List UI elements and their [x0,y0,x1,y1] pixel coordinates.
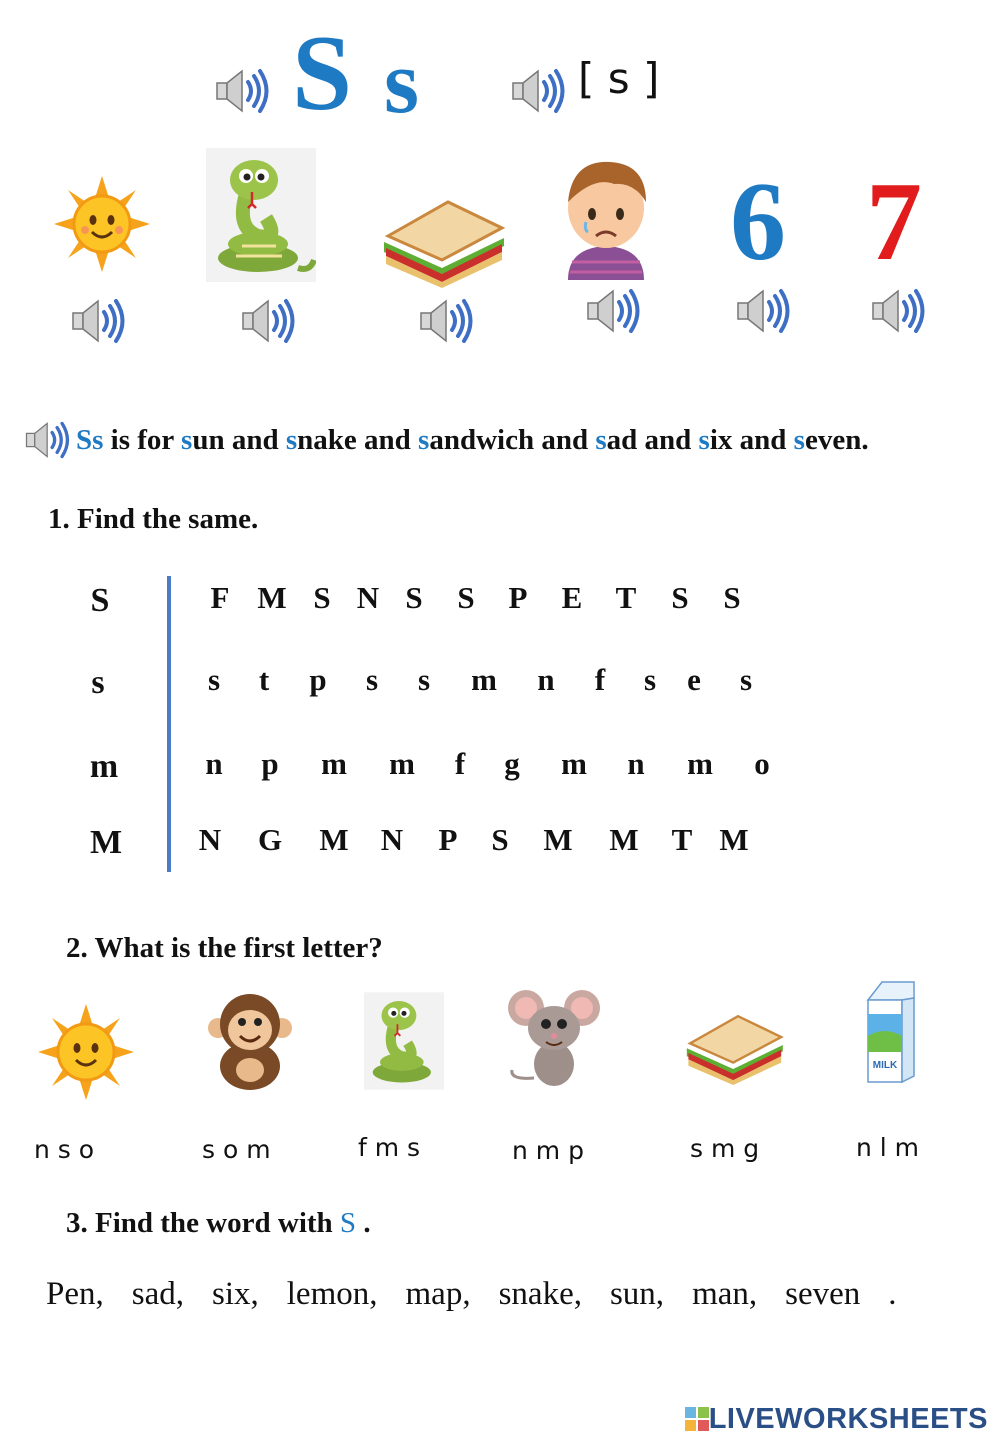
choices-sun[interactable]: n s o [34,1135,95,1164]
word-item[interactable]: lemon, [286,1276,378,1312]
speaker-icon[interactable] [870,286,928,336]
letter-cell[interactable]: s [365,662,379,697]
word-list [46,1276,925,1313]
letter-cell[interactable]: M [257,580,287,615]
row-label: s [91,664,105,701]
speaker-icon[interactable] [735,286,793,336]
letter-cell[interactable]: n [205,746,223,781]
sentence-text: is for [103,424,182,456]
section3-title [66,1207,371,1240]
mouse-icon [506,984,602,1088]
divider-line [167,576,171,872]
section1-title: 1. Find the same. [48,503,259,535]
choices-sandwich[interactable]: s m g [690,1134,760,1163]
sad-boy-icon [554,152,658,280]
number-six: 6 [730,160,786,284]
letter-cell[interactable]: m [389,746,415,781]
number-seven: 7 [866,160,922,284]
section3-title-post: . [356,1207,371,1239]
sentence-text: un and [192,424,286,456]
letter-cell[interactable]: s [643,662,657,697]
sandwich-icon [378,198,508,288]
row-label: M [89,824,123,861]
letter-cell[interactable]: m [321,746,347,781]
sentence-highlight-letter: s [698,424,710,456]
letter-cell[interactable]: S [313,580,331,615]
letter-cell[interactable]: n [627,746,645,781]
letter-cell[interactable]: M [609,822,639,857]
letter-cell[interactable]: M [319,822,349,857]
letter-cell[interactable]: m [471,662,497,697]
letter-cell[interactable]: N [198,822,222,857]
choices-milk[interactable]: n l m [856,1133,920,1162]
letter-cell[interactable]: M [719,822,749,857]
liveworksheets-logo [685,1403,988,1436]
word-item[interactable]: seven [785,1276,861,1312]
letter-cell[interactable]: S [405,580,423,615]
brand-icon [685,1407,709,1431]
letter-cell[interactable]: M [543,822,573,857]
letter-cell[interactable]: s [207,662,221,697]
speaker-icon[interactable] [585,286,643,336]
word-item[interactable]: man, [692,1276,758,1312]
snake-icon [206,148,316,282]
letter-cell[interactable]: p [309,662,327,697]
word-item[interactable]: six, [212,1276,259,1312]
row-label: S [90,582,110,619]
section2-title: 2. What is the first letter? [66,932,383,964]
intro-sentence [76,424,869,457]
letter-cell[interactable]: n [537,662,555,697]
choices-snake[interactable]: f m s [358,1133,421,1162]
sentence-highlight-letter: s [418,424,430,456]
milk-icon [862,980,920,1084]
sun-icon [38,1004,134,1100]
section3-title-letter: S [339,1207,357,1239]
letter-cell[interactable]: m [561,746,587,781]
word-item[interactable]: sad, [131,1276,184,1312]
speaker-icon[interactable] [214,66,272,116]
sentence-text: ad and [606,424,699,456]
speaker-icon[interactable] [70,296,128,346]
choices-mouse[interactable]: n m p [512,1136,584,1165]
speaker-icon[interactable] [24,419,72,461]
letter-cell[interactable]: m [687,746,713,781]
sentence-text: even. [804,424,869,456]
sandwich-icon [682,1012,786,1086]
sentence-highlight-letter: s [595,424,607,456]
section3-title-pre: 3. Find the word with [66,1207,340,1239]
word-item[interactable]: . [888,1276,897,1312]
word-item[interactable]: snake, [498,1276,582,1312]
letter-cell[interactable]: t [258,662,270,697]
letter-cell[interactable]: S [491,822,509,857]
letter-cell[interactable]: P [438,822,458,857]
sentence-highlight-letter: s [181,424,193,456]
row-label: m [89,748,119,785]
sentence-text: andwich and [429,424,596,456]
header-letter-lower: s [384,33,420,132]
sentence-highlight-letter: s [285,424,298,456]
monkey-icon [206,988,294,1092]
milk-label: MILK [872,1060,898,1071]
letter-cell[interactable]: G [257,822,283,857]
sentence-lead: Ss [76,424,104,456]
brand-text: LIVEWORKSHEETS [708,1403,988,1435]
speaker-icon[interactable] [510,66,568,116]
letter-cell[interactable]: S [671,580,689,615]
sentence-text: ix and [709,424,794,456]
letter-cell[interactable]: E [561,580,583,615]
sentence-highlight-letter: s [793,424,805,456]
letter-cell[interactable]: s [417,662,431,697]
word-item[interactable]: Pen, [46,1276,104,1312]
letter-cell[interactable]: T [615,580,637,615]
letter-cell[interactable]: p [261,746,279,781]
phoneme: [ s ] [578,54,660,103]
letter-cell[interactable]: o [754,746,770,781]
letter-cell[interactable]: N [356,580,380,615]
sun-icon [54,176,150,272]
choices-monkey[interactable]: s o m [202,1135,271,1164]
speaker-icon[interactable] [418,296,476,346]
letter-cell[interactable]: S [457,580,475,615]
word-item[interactable]: sun, [609,1276,665,1312]
letter-cell[interactable]: N [380,822,404,857]
letter-cell[interactable]: f [454,746,466,781]
letter-cell[interactable]: e [687,662,701,697]
letter-cell[interactable]: P [508,580,528,615]
word-item[interactable]: map, [405,1276,471,1312]
snake-icon [364,992,444,1090]
letter-cell[interactable]: f [594,662,606,697]
speaker-icon[interactable] [240,296,298,346]
header-letter-upper: S [292,14,353,133]
sentence-text: nake and [297,424,419,456]
letter-cell[interactable]: F [210,580,230,615]
letter-cell[interactable]: s [739,662,753,697]
letter-cell[interactable]: T [671,822,693,857]
letter-cell[interactable]: S [723,580,741,615]
letter-cell[interactable]: g [504,746,520,781]
